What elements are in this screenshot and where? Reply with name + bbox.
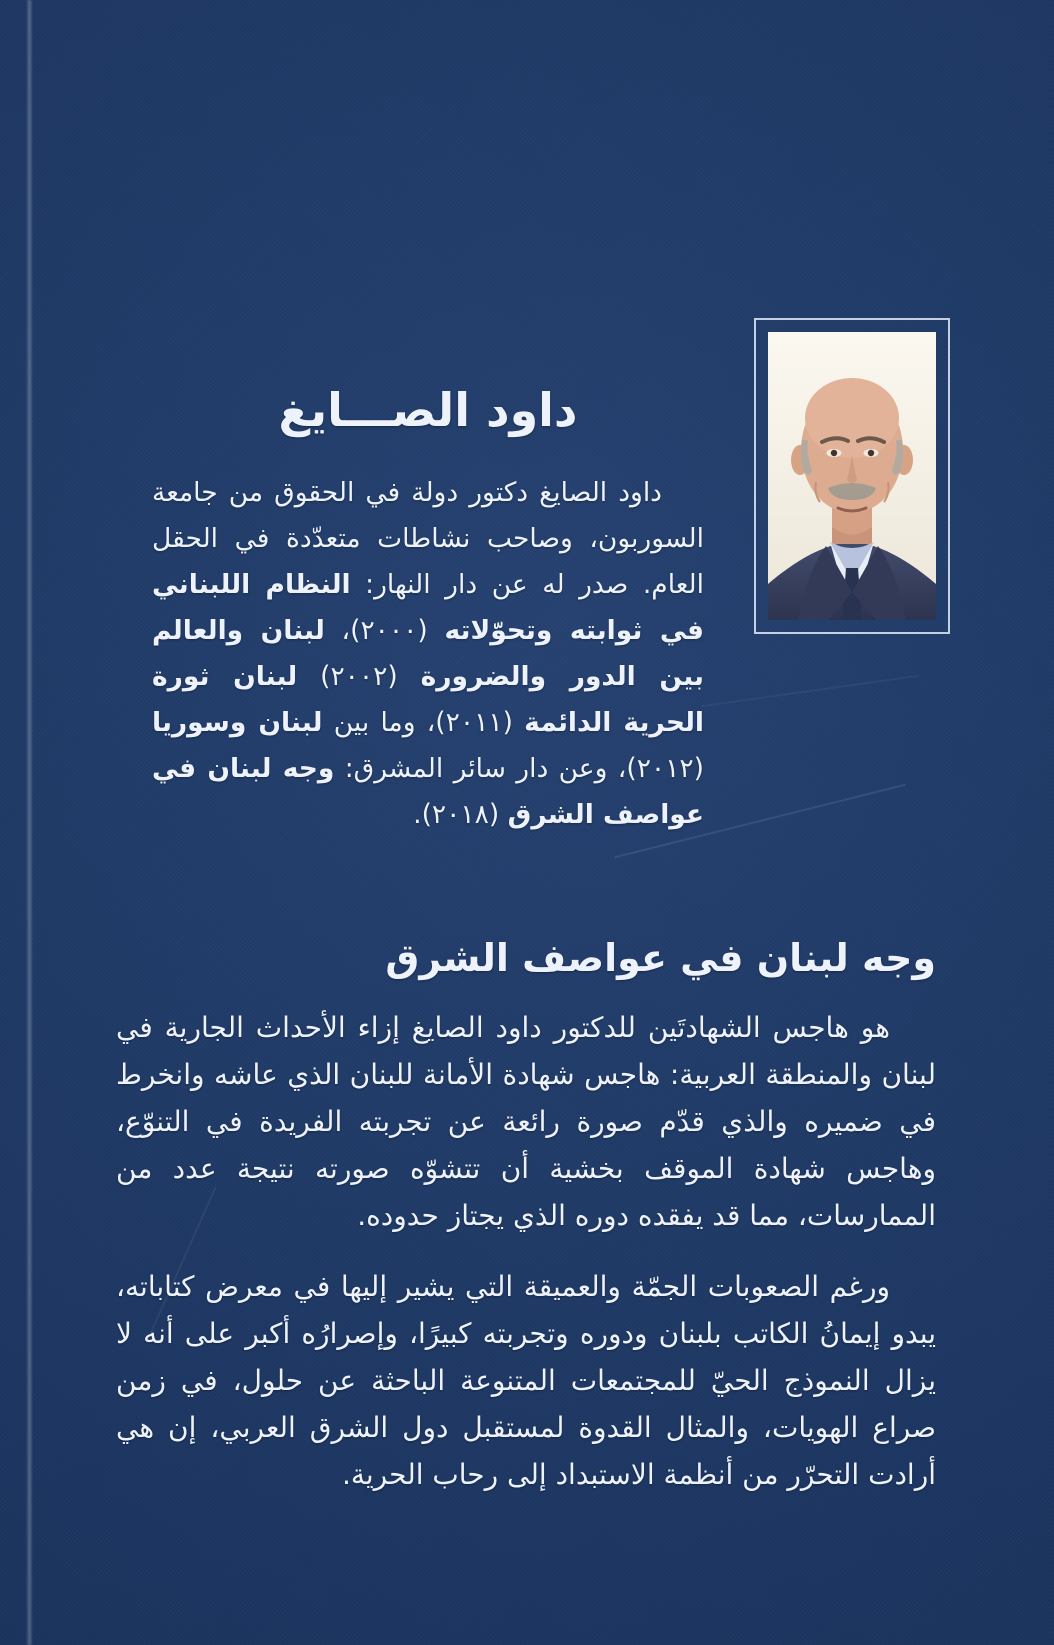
author-bio [152,470,704,838]
author-portrait-image [768,332,936,620]
bio-book-title: لبنان ثورة الحرية الدائمة [152,661,705,738]
bio-book-title: وجه لبنان في عواصف الشرق [152,753,704,830]
bio-book-title: لبنان والعالم بين الدور والضرورة [152,615,705,692]
author-photo [768,332,936,620]
bio-text: (٢٠٠٠)، [324,615,445,646]
book-blurb [116,1004,936,1522]
author-photo-frame [754,318,950,634]
bio-text: (٢٠١٢)، وعن دار سائر المشرق: [334,753,704,784]
scratch-mark [701,675,919,708]
bio-text: (٢٠١١)، وما بين [322,707,525,738]
spine-crease [26,0,33,1645]
book-title-heading: وجه لبنان في عواصف الشرق [385,936,936,980]
blurb-paragraph: هو هاجس الشهادتَين للدكتور داود الصايغ إزاء الأحداث الجارية في لبنان والمنطقة العربية: هاجس شهادة الأمانة للبنان الذي عاشه وانخرط في ضميره والذي قدّم صورة رائعة عن تجربته الفريدة في التنوّع، وهاجس شهادة الموقف بخشية أن تتشوّه صورته نتيجة عدد من الممارسات، مما قد يفقده دوره الذي يجتاز حدوده. [116,1011,936,1232]
bio-text: داود الصايغ دكتور دولة في الحقوق من جامعة السوربون، وصاحب نشاطات متعدّدة في الحقل العام. صدر له عن دار النهار: [152,477,704,600]
author-name: داود الصـــايغ [278,383,578,437]
bio-book-title: لبنان وسوريا [152,707,323,738]
blurb-paragraph: ورغم الصعوبات الجمّة والعميقة التي يشير إليها في معرض كتاباته، يبدو إيمانُ الكاتب بلبنان ودوره وتجربته كبيرًا، وإصرارُه أكبر على أنه لا يزال النموذج الحيّ للمجتمعات المتنوعة الباحثة عن حلول، في زمن صراع الهويات، والمثال القدوة لمستقبل دول الشرق العربي، إن هي أرادت التحرّر من أنظمة الاستبداد إلى رحاب الحرية. [116,1270,936,1491]
bio-text: (٢٠٠٢) [297,661,421,692]
bio-text: (٢٠١٨). [413,799,508,830]
bio-book-title: النظام اللبناني في ثوابته وتحوّلاته [152,569,705,646]
